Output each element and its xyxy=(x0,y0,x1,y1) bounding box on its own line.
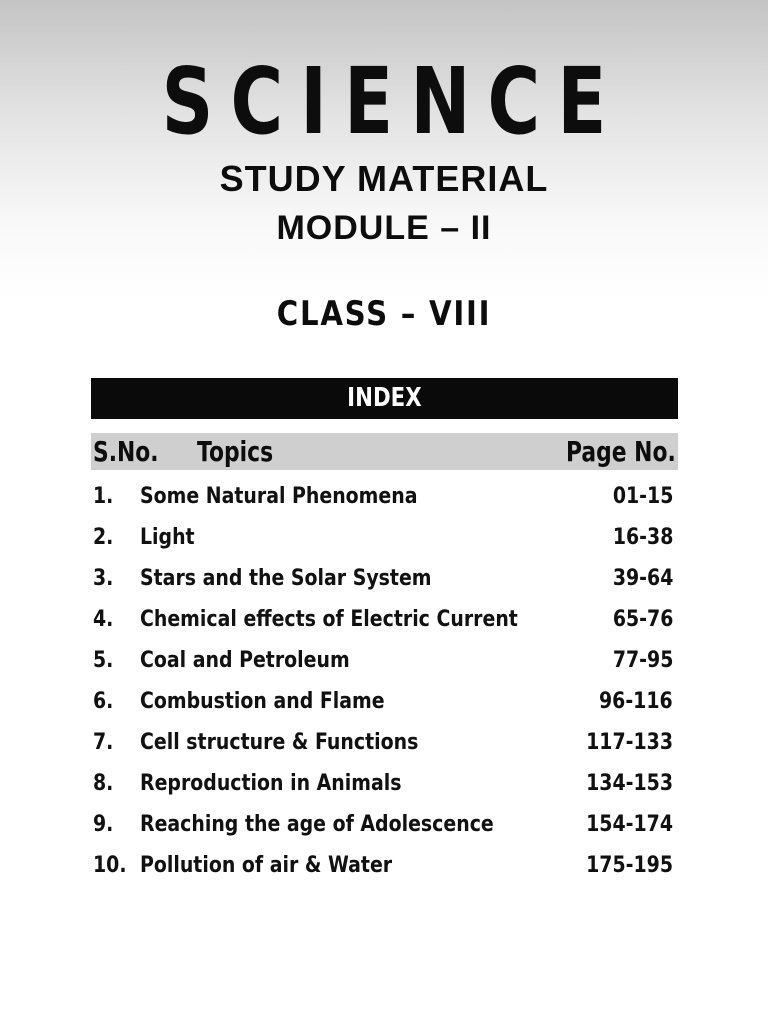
row-page-range: 77-95 xyxy=(612,648,673,673)
column-header-sno: S.No. xyxy=(93,435,159,468)
row-number: 9. xyxy=(93,812,114,837)
index-row xyxy=(91,845,678,886)
row-number: 6. xyxy=(93,689,114,714)
row-topic: Light xyxy=(140,525,195,550)
cover-title: SCIENCE xyxy=(161,48,624,155)
index-row xyxy=(91,517,678,558)
row-topic: Cell structure & Functions xyxy=(140,730,419,755)
index-row xyxy=(91,640,678,681)
row-number: 7. xyxy=(93,730,114,755)
module-label: MODULE – II xyxy=(276,209,492,247)
index-row xyxy=(91,476,678,517)
row-page-range: 01-15 xyxy=(612,484,673,509)
class-label: CLASS – VIII xyxy=(276,294,492,334)
row-number: 5. xyxy=(93,648,114,673)
index-heading: INDEX xyxy=(347,383,422,413)
row-page-range: 65-76 xyxy=(612,607,673,632)
index-row xyxy=(91,763,678,804)
row-topic: Combustion and Flame xyxy=(140,689,385,714)
index-row xyxy=(91,722,678,763)
row-number: 2. xyxy=(93,525,114,550)
row-topic: Chemical effects of Electric Current xyxy=(140,607,518,632)
row-page-range: 175-195 xyxy=(586,853,673,878)
index-row xyxy=(91,681,678,722)
row-topic: Coal and Petroleum xyxy=(140,648,350,673)
index-heading-bar xyxy=(91,378,678,419)
column-header-topics: Topics xyxy=(197,435,274,468)
row-number: 10. xyxy=(93,853,127,878)
row-page-range: 134-153 xyxy=(586,771,673,796)
column-header-page-no: Page No. xyxy=(566,435,676,468)
row-number: 3. xyxy=(93,566,114,591)
row-number: 1. xyxy=(93,484,114,509)
row-topic: Some Natural Phenomena xyxy=(140,484,418,509)
row-number: 4. xyxy=(93,607,114,632)
index-row xyxy=(91,599,678,640)
row-topic: Stars and the Solar System xyxy=(140,566,432,591)
row-topic: Reproduction in Animals xyxy=(140,771,402,796)
study-material-subtitle: STUDY MATERIAL xyxy=(219,158,549,199)
row-topic: Pollution of air & Water xyxy=(140,853,393,878)
row-page-range: 16-38 xyxy=(612,525,673,550)
row-page-range: 154-174 xyxy=(586,812,673,837)
row-page-range: 39-64 xyxy=(612,566,673,591)
row-page-range: 96-116 xyxy=(599,689,673,714)
index-list xyxy=(91,476,678,886)
row-topic: Reaching the age of Adolescence xyxy=(140,812,494,837)
index-row xyxy=(91,558,678,599)
row-number: 8. xyxy=(93,771,114,796)
index-row xyxy=(91,804,678,845)
row-page-range: 117-133 xyxy=(586,730,673,755)
index-column-header xyxy=(91,433,678,470)
